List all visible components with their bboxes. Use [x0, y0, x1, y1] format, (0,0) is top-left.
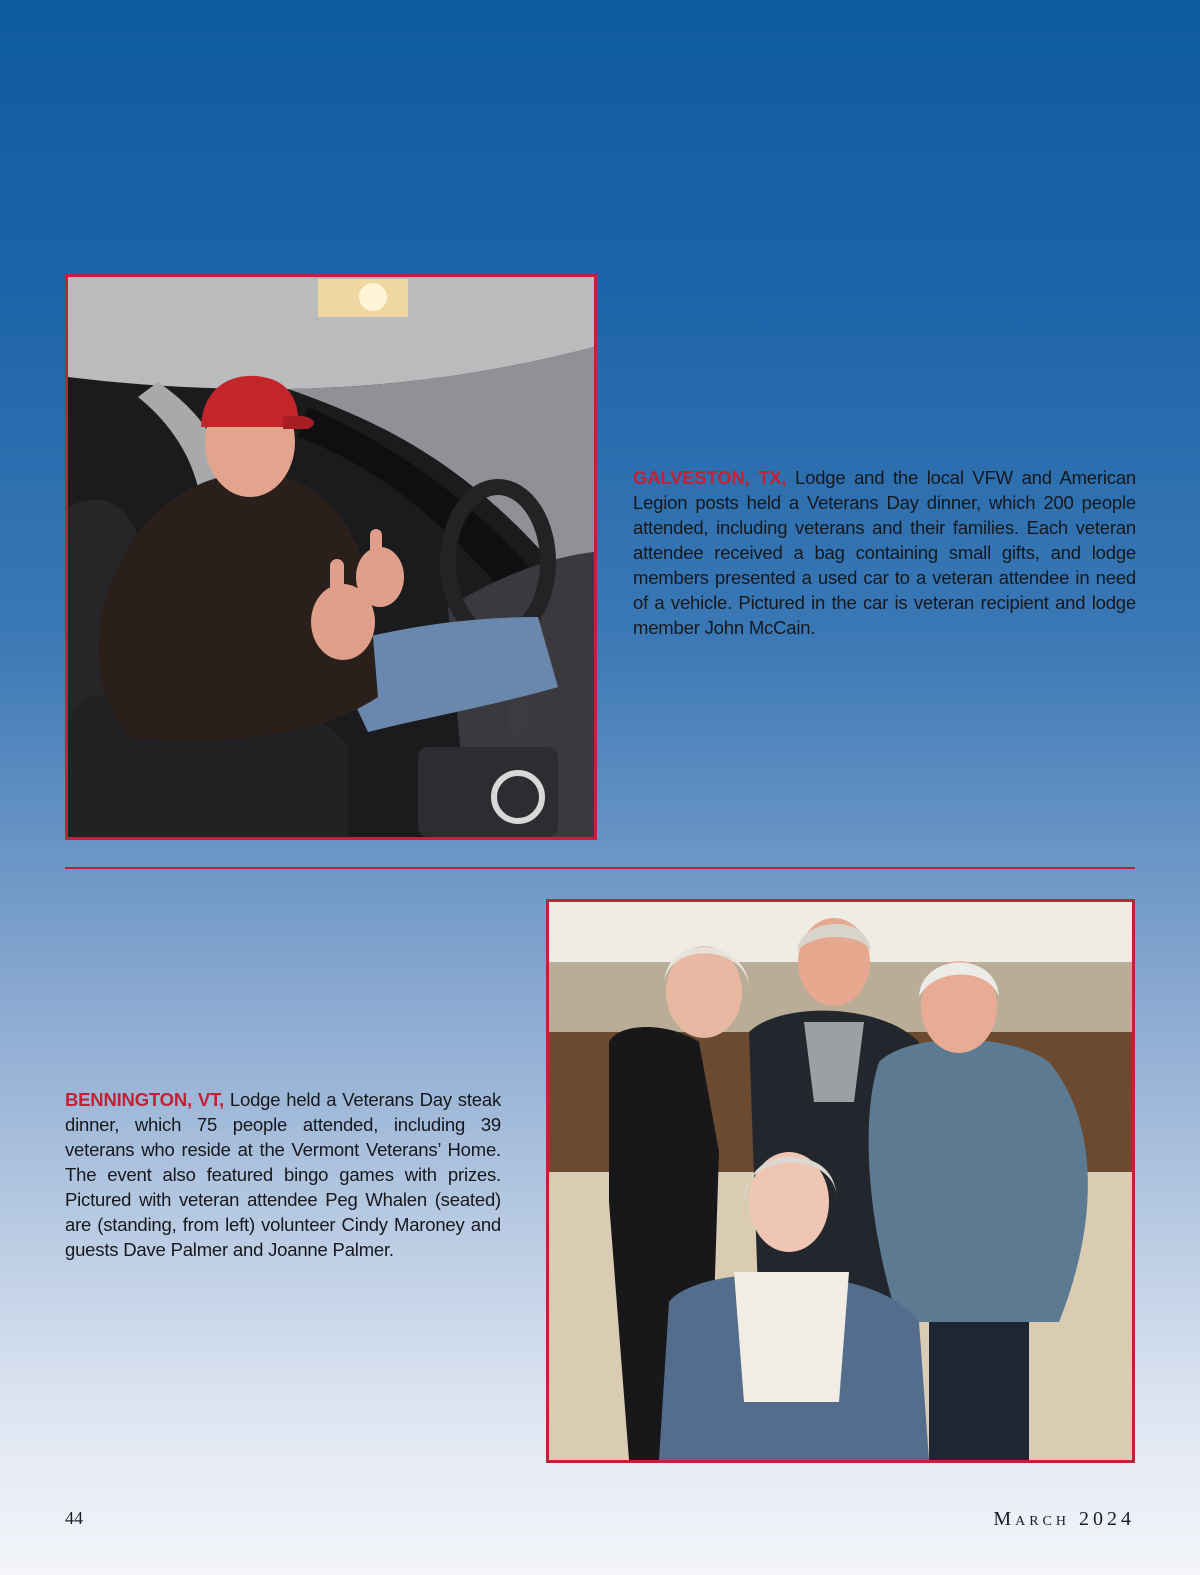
article-body: Lodge held a Veterans Day steak dinner, which 75 people attended, including 39 veterans who reside at the Vermont Veterans’ Home. The event also featured bingo games with prizes. Pictured with veteran attendee Peg Whalen (seated) are (standing, from left) volunteer Cindy Maroney and guests Dave Palmer and Joanne Palmer.	[65, 1089, 501, 1260]
article-bennington	[65, 1087, 501, 1262]
photo-veteran-in-car	[65, 274, 597, 840]
article-galveston	[633, 465, 1136, 640]
group-photo-illustration	[549, 902, 1132, 1460]
page-number: 44	[65, 1508, 83, 1528]
article-location: GALVESTON, TX,	[633, 467, 787, 488]
car-interior-illustration	[68, 277, 594, 837]
article-location: BENNINGTON, VT,	[65, 1089, 224, 1110]
photo-group-with-veteran	[546, 899, 1135, 1463]
section-divider	[65, 867, 1135, 869]
article-body: Lodge and the local VFW and American Legion posts held a Veterans Day dinner, which 200 people attended, including veterans and their families. Each veteran attendee received a bag containing small gifts, and lodge members presented a used car to a veteran attendee in need of a vehicle. Pictured in the car is veteran recipient and lodge member John McCain.	[633, 467, 1136, 638]
issue-date: March 2024	[993, 1508, 1135, 1530]
